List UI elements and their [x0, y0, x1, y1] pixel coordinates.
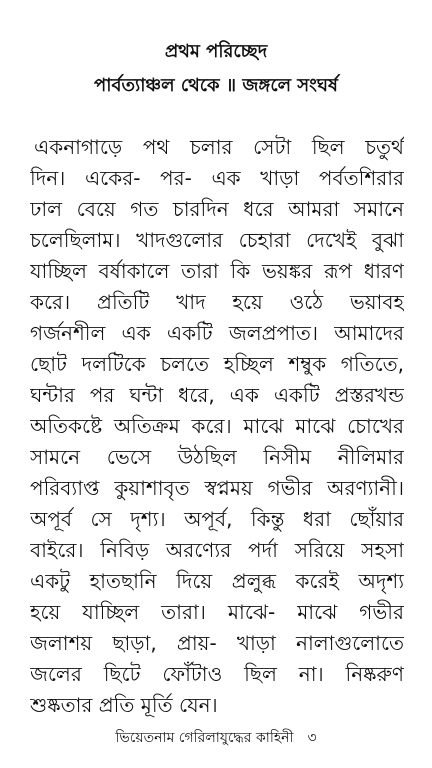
text-line: বাইরে। নিবিড় অরণ্যের পর্দা সরিয়ে সহসা	[30, 538, 404, 562]
text-line: ঘন্টার পর ঘন্টা ধরে, এক একটি প্রস্তরখন্ড	[30, 383, 404, 407]
text-line: অতিকষ্টে অতিক্রম করে। মাঝে মাঝে চোখের	[30, 414, 404, 438]
chapter-title: প্রথম পরিচ্ছেদ	[164, 41, 268, 62]
text-line: জলের ছিটে ফোঁটাও ছিল না। নিষ্করুণ	[30, 662, 404, 686]
text-line: ছোট দলটিকে চলতে হচ্ছিল শম্বুক গতিতে,	[30, 352, 404, 376]
text-line: করে। প্রতিটি খাদ হয়ে ওঠে ভয়াবহ	[30, 290, 404, 314]
text-line: যাচ্ছিল বর্ষাকালে তারা কি ভয়ঙ্কর রূপ ধারণ	[30, 259, 404, 283]
chapter-subtitle: পার্বত্যাঞ্চল থেকে ॥ জঙ্গলে সংঘর্ষ	[94, 75, 338, 96]
text-line: পরিব্যাপ্ত কুয়াশাবৃত স্বপ্নময় গভীর অরণ্যানী।	[30, 476, 404, 500]
text-line: জলাশয় ছাড়া, প্রায়- খাড়া নালাগুলোতে	[30, 631, 404, 655]
text-line: শুষ্কতার প্রতি মূর্তি যেন।	[30, 693, 218, 717]
text-line: দিন। একের- পর- এক খাড়া পর্বতশিরার	[30, 166, 404, 190]
text-line: একনাগাড়ে পথ চলার সেটা ছিল চতুর্থ	[34, 135, 404, 159]
text-line: অপূর্ব সে দৃশ্য। অপূর্ব, কিন্তু ধরা ছোঁয়ার	[30, 507, 404, 531]
text-line: একটু হাতছানি দিয়ে প্রলুব্ধ করেই অদৃশ্য	[30, 569, 404, 593]
text-line: হয়ে যাচ্ছিল তারা। মাঝে- মাঝে গভীর	[30, 600, 404, 624]
text-line: গর্জনশীল এক একটি জলপ্রপাত। আমাদের	[30, 321, 404, 345]
page-number: ৩	[307, 730, 317, 746]
page-footer	[0, 729, 432, 747]
text-line: ঢাল বেয়ে গত চারদিন ধরে আমরা সমানে	[30, 197, 404, 221]
text-line: সামনে ভেসে উঠছিল নিসীম নীলিমার	[30, 445, 404, 469]
text-line: চলেছিলাম। খাদগুলোর চেহারা দেখেই বুঝা	[30, 228, 404, 252]
running-footer-title: ভিয়েতনাম গেরিলাযুদ্ধের কাহিনী	[115, 730, 294, 746]
chapter-body-text	[30, 132, 404, 721]
